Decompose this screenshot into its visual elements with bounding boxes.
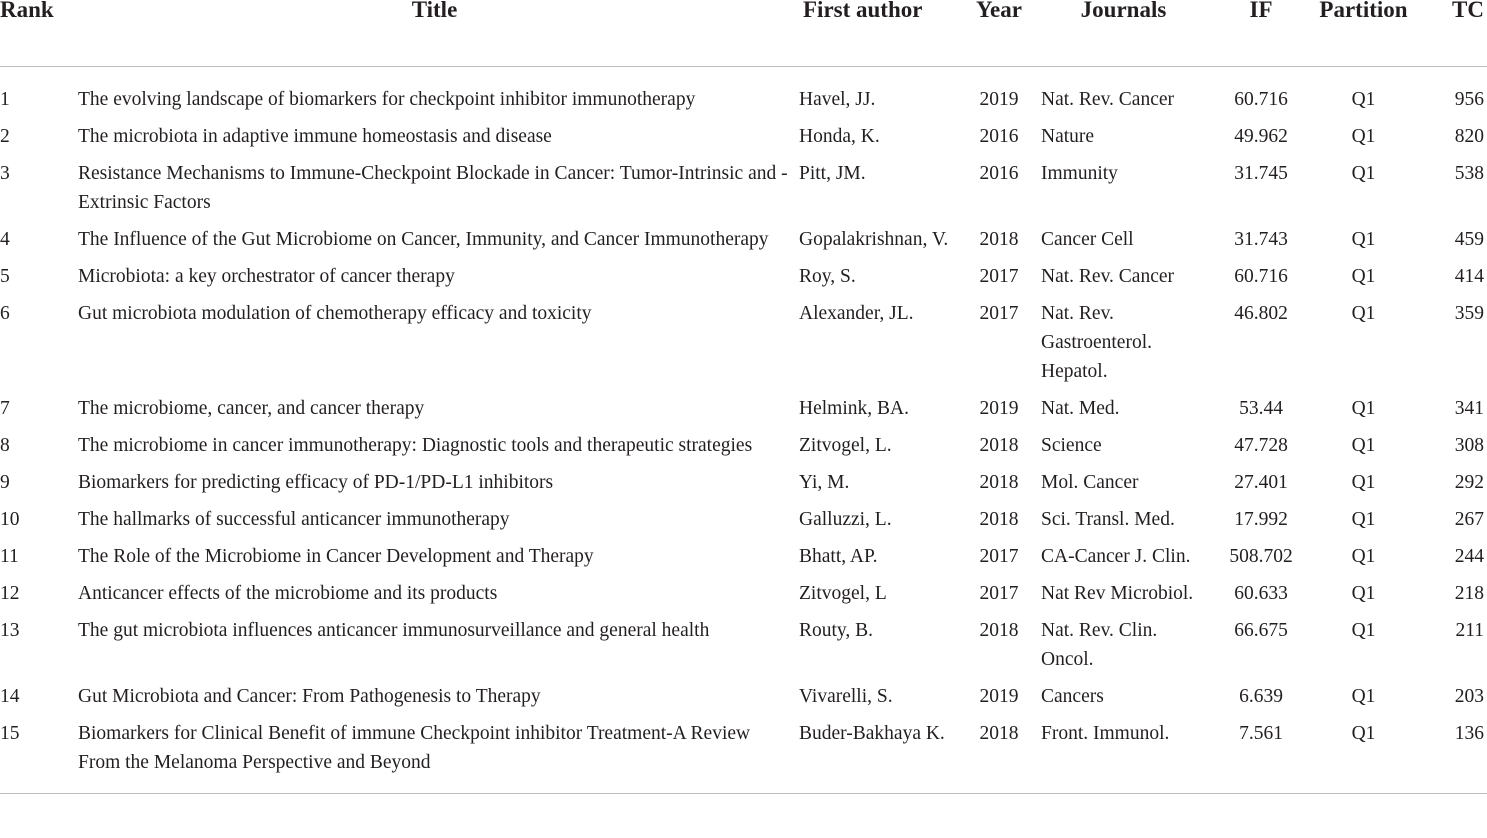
cell-rank: 3 bbox=[0, 163, 10, 184]
table-row bbox=[0, 387, 1487, 424]
table-header bbox=[0, 0, 1487, 67]
cell-first-author: Zitvogel, L. bbox=[799, 435, 892, 456]
cell-tc: 414 bbox=[1454, 266, 1484, 287]
cell-year: 2017 bbox=[979, 303, 1019, 324]
cell-first-author: Gopalakrishnan, V. bbox=[799, 229, 949, 250]
cell-partition: Q1 bbox=[1351, 686, 1376, 707]
cell-journal: Cancer Cell bbox=[1041, 229, 1134, 250]
cell-first-author: Havel, JJ. bbox=[799, 89, 876, 110]
cell-partition: Q1 bbox=[1351, 546, 1376, 567]
cell-journal: Immunity bbox=[1041, 163, 1118, 184]
cell-journal: Nat. Rev. Cancer bbox=[1041, 89, 1175, 110]
cell-journal: Nat. Rev. Gastroenterol. Hepatol. bbox=[1041, 303, 1153, 382]
cell-if: 60.716 bbox=[1234, 266, 1288, 287]
cell-rank: 2 bbox=[0, 126, 10, 147]
cell-tc: 820 bbox=[1454, 126, 1484, 147]
cell-partition: Q1 bbox=[1351, 266, 1376, 287]
cell-title: The microbiome, cancer, and cancer therapy bbox=[78, 398, 425, 419]
cell-title: Anticancer effects of the microbiome and its products bbox=[78, 583, 498, 604]
cell-title: The hallmarks of successful anticancer immunotherapy bbox=[78, 509, 510, 530]
cell-if: 31.743 bbox=[1234, 229, 1288, 250]
table-row bbox=[0, 152, 1487, 218]
table-row bbox=[0, 572, 1487, 609]
cell-title: The microbiome in cancer immunotherapy: Diagnostic tools and therapeutic strategies bbox=[78, 435, 753, 456]
cell-journal: Front. Immunol. bbox=[1033, 712, 1206, 794]
cell-title: Biomarkers for Clinical Benefit of immune Checkpoint inhibitor Treatment-A Review From the Melanoma Perspective and Beyond bbox=[78, 712, 799, 794]
cell-partition: Q1 bbox=[1351, 89, 1376, 110]
header-first-author: First author bbox=[799, 0, 965, 64]
cell-title: Resistance Mechanisms to Immune-Checkpoint Blockade in Cancer: Tumor-Intrinsic and -Extrinsic Factors bbox=[78, 163, 788, 213]
cell-year: 2019 bbox=[979, 686, 1019, 707]
header-if: IF bbox=[1206, 0, 1316, 64]
cell-year: 2019 bbox=[979, 89, 1019, 110]
cell-tc: 218 bbox=[1454, 583, 1484, 604]
cell-rank: 12 bbox=[0, 583, 20, 604]
cell-rank: 1 bbox=[0, 89, 10, 110]
cell-year: 2018 bbox=[965, 712, 1033, 794]
cell-first-author: Roy, S. bbox=[799, 266, 856, 287]
cell-journal: Nat. Med. bbox=[1041, 398, 1120, 419]
cell-title: The evolving landscape of biomarkers for checkpoint inhibitor immunotherapy bbox=[78, 89, 696, 110]
cell-rank: 4 bbox=[0, 229, 10, 250]
cell-journal: Cancers bbox=[1041, 686, 1104, 707]
cell-first-author: Yi, M. bbox=[799, 472, 850, 493]
cell-tc: 359 bbox=[1454, 303, 1484, 324]
cell-title: Gut microbiota modulation of chemotherapy efficacy and toxicity bbox=[78, 303, 592, 324]
cell-partition: Q1 bbox=[1351, 472, 1376, 493]
cell-first-author: Bhatt, AP. bbox=[799, 546, 878, 567]
cell-rank: 6 bbox=[0, 303, 10, 324]
table-row bbox=[0, 292, 1487, 387]
cell-partition: Q1 bbox=[1351, 229, 1376, 250]
cell-first-author: Routy, B. bbox=[799, 620, 874, 641]
cell-partition: Q1 bbox=[1351, 163, 1376, 184]
cell-year: 2016 bbox=[979, 126, 1019, 147]
cell-first-author: Alexander, JL. bbox=[799, 303, 914, 324]
cell-if: 508.702 bbox=[1229, 546, 1293, 567]
header-year: Year bbox=[965, 0, 1033, 64]
cell-journal: Mol. Cancer bbox=[1041, 472, 1139, 493]
cell-partition: Q1 bbox=[1316, 712, 1411, 794]
cell-if: 47.728 bbox=[1234, 435, 1288, 456]
cell-title: Microbiota: a key orchestrator of cancer therapy bbox=[78, 266, 455, 287]
cell-journal: CA-Cancer J. Clin. bbox=[1041, 546, 1191, 567]
cell-year: 2017 bbox=[979, 546, 1019, 567]
cell-tc: 308 bbox=[1454, 435, 1484, 456]
cell-tc: 203 bbox=[1454, 686, 1484, 707]
cell-year: 2018 bbox=[979, 435, 1019, 456]
cell-year: 2017 bbox=[979, 266, 1019, 287]
table-row bbox=[0, 255, 1487, 292]
table-row bbox=[0, 535, 1487, 572]
cell-tc: 136 bbox=[1411, 712, 1487, 794]
cell-journal: Sci. Transl. Med. bbox=[1041, 509, 1175, 530]
cell-tc: 538 bbox=[1454, 163, 1484, 184]
cell-partition: Q1 bbox=[1351, 126, 1376, 147]
cell-title: The gut microbiota influences anticancer immunosurveillance and general health bbox=[78, 620, 710, 641]
cell-title: The Role of the Microbiome in Cancer Development and Therapy bbox=[78, 546, 594, 567]
cell-if: 60.716 bbox=[1234, 89, 1288, 110]
cell-year: 2016 bbox=[979, 163, 1019, 184]
cell-title: The microbiota in adaptive immune homeostasis and disease bbox=[78, 126, 552, 147]
header-journals: Journals bbox=[1033, 0, 1206, 64]
cell-partition: Q1 bbox=[1351, 583, 1376, 604]
cell-first-author: Vivarelli, S. bbox=[799, 686, 893, 707]
cell-tc: 341 bbox=[1454, 398, 1484, 419]
table-row bbox=[0, 67, 1487, 116]
cell-journal: Nat. Rev. Cancer bbox=[1041, 266, 1175, 287]
cell-first-author: Honda, K. bbox=[799, 126, 880, 147]
table-row bbox=[0, 115, 1487, 152]
cell-tc: 267 bbox=[1454, 509, 1484, 530]
cell-tc: 956 bbox=[1454, 89, 1484, 110]
cell-if: 49.962 bbox=[1234, 126, 1288, 147]
cell-journal: Nat. Rev. Clin. Oncol. bbox=[1041, 620, 1158, 670]
cell-if: 7.561 bbox=[1206, 712, 1316, 794]
cell-journal: Science bbox=[1041, 435, 1102, 456]
table-row bbox=[0, 712, 1487, 794]
cell-rank: 10 bbox=[0, 509, 20, 530]
cell-if: 66.675 bbox=[1234, 620, 1288, 641]
cell-if: 53.44 bbox=[1239, 398, 1283, 419]
cell-if: 46.802 bbox=[1234, 303, 1288, 324]
cell-if: 17.992 bbox=[1234, 509, 1288, 530]
cell-rank: 11 bbox=[0, 546, 19, 567]
cell-partition: Q1 bbox=[1351, 435, 1376, 456]
table-row bbox=[0, 675, 1487, 712]
header-partition: Partition bbox=[1316, 0, 1411, 64]
cell-rank: 14 bbox=[0, 686, 20, 707]
header-row bbox=[0, 0, 1487, 67]
cell-partition: Q1 bbox=[1351, 398, 1376, 419]
cell-rank: 13 bbox=[0, 620, 20, 641]
cell-first-author: Buder-Bakhaya K. bbox=[799, 712, 965, 794]
cell-first-author: Pitt, JM. bbox=[799, 163, 866, 184]
cell-first-author: Galluzzi, L. bbox=[799, 509, 892, 530]
header-title: Title bbox=[78, 0, 799, 64]
cell-partition: Q1 bbox=[1351, 509, 1376, 530]
cell-first-author: Zitvogel, L bbox=[799, 583, 887, 604]
cell-title: The Influence of the Gut Microbiome on Cancer, Immunity, and Cancer Immunotherapy bbox=[78, 229, 769, 250]
cell-if: 27.401 bbox=[1234, 472, 1288, 493]
cell-year: 2018 bbox=[979, 472, 1019, 493]
cell-tc: 244 bbox=[1454, 546, 1484, 567]
cell-year: 2018 bbox=[979, 509, 1019, 530]
header-tc: TC bbox=[1411, 0, 1487, 64]
cell-journal: Nature bbox=[1041, 126, 1095, 147]
cell-rank: 8 bbox=[0, 435, 10, 456]
cell-rank: 7 bbox=[0, 398, 10, 419]
cell-if: 60.633 bbox=[1234, 583, 1288, 604]
cell-journal: Nat Rev Microbiol. bbox=[1041, 583, 1194, 604]
cell-title: Gut Microbiota and Cancer: From Pathogenesis to Therapy bbox=[78, 686, 541, 707]
cell-year: 2017 bbox=[979, 583, 1019, 604]
cell-if: 31.745 bbox=[1234, 163, 1288, 184]
table-row bbox=[0, 498, 1487, 535]
header-rank: Rank bbox=[0, 0, 78, 64]
cell-rank: 9 bbox=[0, 472, 10, 493]
cell-year: 2018 bbox=[979, 620, 1019, 641]
cell-year: 2019 bbox=[979, 398, 1019, 419]
cell-partition: Q1 bbox=[1351, 303, 1376, 324]
table-row bbox=[0, 218, 1487, 255]
cell-rank: 15 bbox=[0, 712, 78, 794]
cell-if: 6.639 bbox=[1239, 686, 1283, 707]
cell-tc: 292 bbox=[1454, 472, 1484, 493]
cell-partition: Q1 bbox=[1351, 620, 1376, 641]
table-row bbox=[0, 424, 1487, 461]
cell-rank: 5 bbox=[0, 266, 10, 287]
cell-tc: 459 bbox=[1454, 229, 1484, 250]
cell-year: 2018 bbox=[979, 229, 1019, 250]
table-row bbox=[0, 461, 1487, 498]
cell-title: Biomarkers for predicting efficacy of PD-1/PD-L1 inhibitors bbox=[78, 472, 554, 493]
table-body bbox=[0, 67, 1487, 794]
cell-first-author: Helmink, BA. bbox=[799, 398, 909, 419]
cell-tc: 211 bbox=[1455, 620, 1484, 641]
table-row bbox=[0, 609, 1487, 675]
